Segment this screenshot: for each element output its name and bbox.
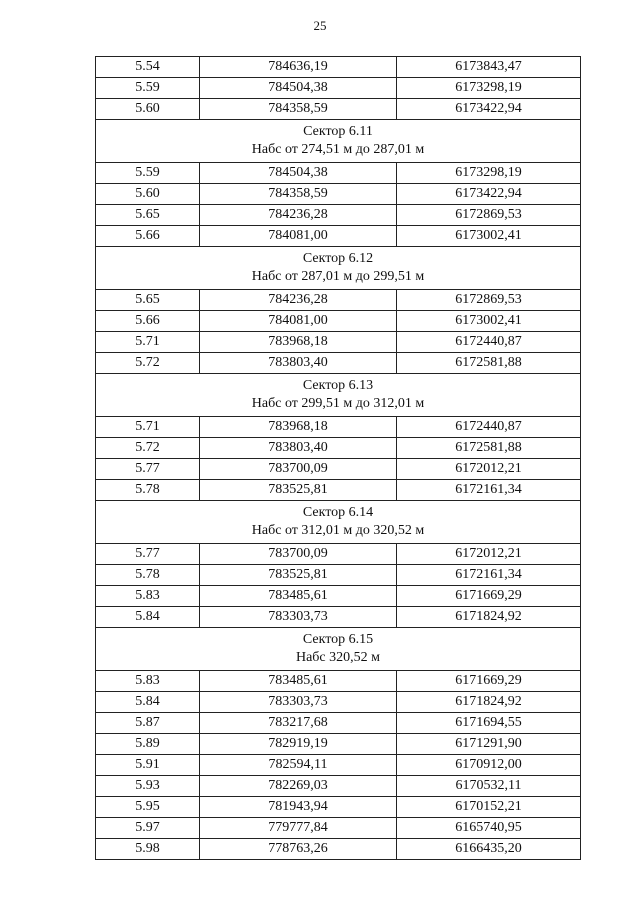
- x-coordinate-cell: 784081,00: [200, 311, 397, 332]
- x-coordinate-cell: 783485,61: [200, 671, 397, 692]
- y-coordinate-cell: 6172161,34: [397, 565, 581, 586]
- point-cell: 5.83: [96, 586, 200, 607]
- sector-title: Сектор 6.14: [302, 505, 374, 520]
- table-row: [96, 797, 581, 818]
- sector-height-range: Набс от 312,01 м до 320,52 м: [251, 523, 425, 538]
- point-cell: 5.97: [96, 818, 200, 839]
- y-coordinate-cell: 6171824,92: [397, 692, 581, 713]
- x-coordinate-cell: 784358,59: [200, 99, 397, 120]
- y-coordinate-cell: 6173422,94: [397, 99, 581, 120]
- x-coordinate-cell: 782594,11: [200, 755, 397, 776]
- y-coordinate-cell: 6173298,19: [397, 163, 581, 184]
- point-cell: 5.93: [96, 776, 200, 797]
- point-cell: 5.72: [96, 353, 200, 374]
- sector-header-row: [96, 628, 581, 671]
- x-coordinate-cell: 783700,09: [200, 459, 397, 480]
- sector-title: Сектор 6.12: [302, 251, 374, 266]
- table-row: [96, 311, 581, 332]
- point-cell: 5.78: [96, 480, 200, 501]
- y-coordinate-cell: 6171694,55: [397, 713, 581, 734]
- point-cell: 5.65: [96, 205, 200, 226]
- table-row: [96, 607, 581, 628]
- y-coordinate-cell: 6173002,41: [397, 311, 581, 332]
- sector-header: [96, 501, 581, 544]
- table-row: [96, 480, 581, 501]
- table-row: [96, 586, 581, 607]
- table-row: [96, 459, 581, 480]
- table-row: [96, 353, 581, 374]
- y-coordinate-cell: 6170532,11: [397, 776, 581, 797]
- y-coordinate-cell: 6173422,94: [397, 184, 581, 205]
- y-coordinate-cell: 6172440,87: [397, 332, 581, 353]
- y-coordinate-cell: 6170152,21: [397, 797, 581, 818]
- y-coordinate-cell: 6172869,53: [397, 290, 581, 311]
- sector-height-range: Набс от 274,51 м до 287,01 м: [251, 142, 425, 157]
- x-coordinate-cell: 784504,38: [200, 78, 397, 99]
- x-coordinate-cell: 783217,68: [200, 713, 397, 734]
- point-cell: 5.98: [96, 839, 200, 860]
- point-cell: 5.59: [96, 163, 200, 184]
- x-coordinate-cell: 778763,26: [200, 839, 397, 860]
- x-coordinate-cell: 783803,40: [200, 438, 397, 459]
- point-cell: 5.77: [96, 544, 200, 565]
- point-cell: 5.89: [96, 734, 200, 755]
- x-coordinate-cell: 784236,28: [200, 205, 397, 226]
- x-coordinate-cell: 779777,84: [200, 818, 397, 839]
- table-row: [96, 692, 581, 713]
- point-cell: 5.84: [96, 692, 200, 713]
- x-coordinate-cell: 783485,61: [200, 586, 397, 607]
- table-row: [96, 565, 581, 586]
- coordinates-table: [95, 56, 581, 860]
- table-row: [96, 78, 581, 99]
- x-coordinate-cell: 783303,73: [200, 607, 397, 628]
- y-coordinate-cell: 6172012,21: [397, 544, 581, 565]
- point-cell: 5.84: [96, 607, 200, 628]
- point-cell: 5.71: [96, 417, 200, 438]
- sector-header-row: [96, 501, 581, 544]
- y-coordinate-cell: 6171669,29: [397, 671, 581, 692]
- x-coordinate-cell: 782919,19: [200, 734, 397, 755]
- sector-title: Сектор 6.11: [303, 124, 373, 139]
- x-coordinate-cell: 783525,81: [200, 480, 397, 501]
- y-coordinate-cell: 6165740,95: [397, 818, 581, 839]
- y-coordinate-cell: 6173298,19: [397, 78, 581, 99]
- y-coordinate-cell: 6172161,34: [397, 480, 581, 501]
- point-cell: 5.60: [96, 184, 200, 205]
- sector-header: [96, 374, 581, 417]
- x-coordinate-cell: 782269,03: [200, 776, 397, 797]
- x-coordinate-cell: 783303,73: [200, 692, 397, 713]
- x-coordinate-cell: 783968,18: [200, 417, 397, 438]
- point-cell: 5.95: [96, 797, 200, 818]
- y-coordinate-cell: 6172012,21: [397, 459, 581, 480]
- table-row: [96, 99, 581, 120]
- table-row: [96, 839, 581, 860]
- table-row: [96, 776, 581, 797]
- y-coordinate-cell: 6166435,20: [397, 839, 581, 860]
- y-coordinate-cell: 6171824,92: [397, 607, 581, 628]
- y-coordinate-cell: 6171669,29: [397, 586, 581, 607]
- y-coordinate-cell: 6172440,87: [397, 417, 581, 438]
- point-cell: 5.60: [96, 99, 200, 120]
- x-coordinate-cell: 783700,09: [200, 544, 397, 565]
- table-row: [96, 332, 581, 353]
- x-coordinate-cell: 783968,18: [200, 332, 397, 353]
- x-coordinate-cell: 784081,00: [200, 226, 397, 247]
- sector-header-row: [96, 120, 581, 163]
- coordinates-table-body: [96, 57, 581, 860]
- table-row: [96, 755, 581, 776]
- y-coordinate-cell: 6172869,53: [397, 205, 581, 226]
- point-cell: 5.71: [96, 332, 200, 353]
- table-row: [96, 226, 581, 247]
- sector-height-range: Набс от 299,51 м до 312,01 м: [251, 396, 425, 411]
- x-coordinate-cell: 784636,19: [200, 57, 397, 78]
- sector-header: [96, 120, 581, 163]
- x-coordinate-cell: 784504,38: [200, 163, 397, 184]
- point-cell: 5.77: [96, 459, 200, 480]
- table-row: [96, 290, 581, 311]
- y-coordinate-cell: 6172581,88: [397, 353, 581, 374]
- x-coordinate-cell: 783525,81: [200, 565, 397, 586]
- sector-title: Сектор 6.15: [302, 632, 374, 647]
- point-cell: 5.66: [96, 311, 200, 332]
- y-coordinate-cell: 6171291,90: [397, 734, 581, 755]
- sector-title: Сектор 6.13: [302, 378, 374, 393]
- point-cell: 5.91: [96, 755, 200, 776]
- table-row: [96, 438, 581, 459]
- table-row: [96, 57, 581, 78]
- point-cell: 5.65: [96, 290, 200, 311]
- sector-header: [96, 628, 581, 671]
- table-row: [96, 713, 581, 734]
- point-cell: 5.59: [96, 78, 200, 99]
- table-row: [96, 734, 581, 755]
- table-row: [96, 205, 581, 226]
- table-row: [96, 184, 581, 205]
- point-cell: 5.66: [96, 226, 200, 247]
- x-coordinate-cell: 784236,28: [200, 290, 397, 311]
- sector-header-row: [96, 247, 581, 290]
- point-cell: 5.54: [96, 57, 200, 78]
- table-row: [96, 544, 581, 565]
- y-coordinate-cell: 6173002,41: [397, 226, 581, 247]
- page-number: 25: [313, 18, 327, 33]
- sector-height-range: Набс 320,52 м: [295, 650, 381, 665]
- sector-header: [96, 247, 581, 290]
- x-coordinate-cell: 784358,59: [200, 184, 397, 205]
- point-cell: 5.83: [96, 671, 200, 692]
- point-cell: 5.87: [96, 713, 200, 734]
- y-coordinate-cell: 6170912,00: [397, 755, 581, 776]
- point-cell: 5.78: [96, 565, 200, 586]
- y-coordinate-cell: 6173843,47: [397, 57, 581, 78]
- point-cell: 5.72: [96, 438, 200, 459]
- x-coordinate-cell: 781943,94: [200, 797, 397, 818]
- x-coordinate-cell: 783803,40: [200, 353, 397, 374]
- sector-header-row: [96, 374, 581, 417]
- table-row: [96, 818, 581, 839]
- sector-height-range: Набс от 287,01 м до 299,51 м: [251, 269, 425, 284]
- table-row: [96, 417, 581, 438]
- table-row: [96, 163, 581, 184]
- y-coordinate-cell: 6172581,88: [397, 438, 581, 459]
- table-row: [96, 671, 581, 692]
